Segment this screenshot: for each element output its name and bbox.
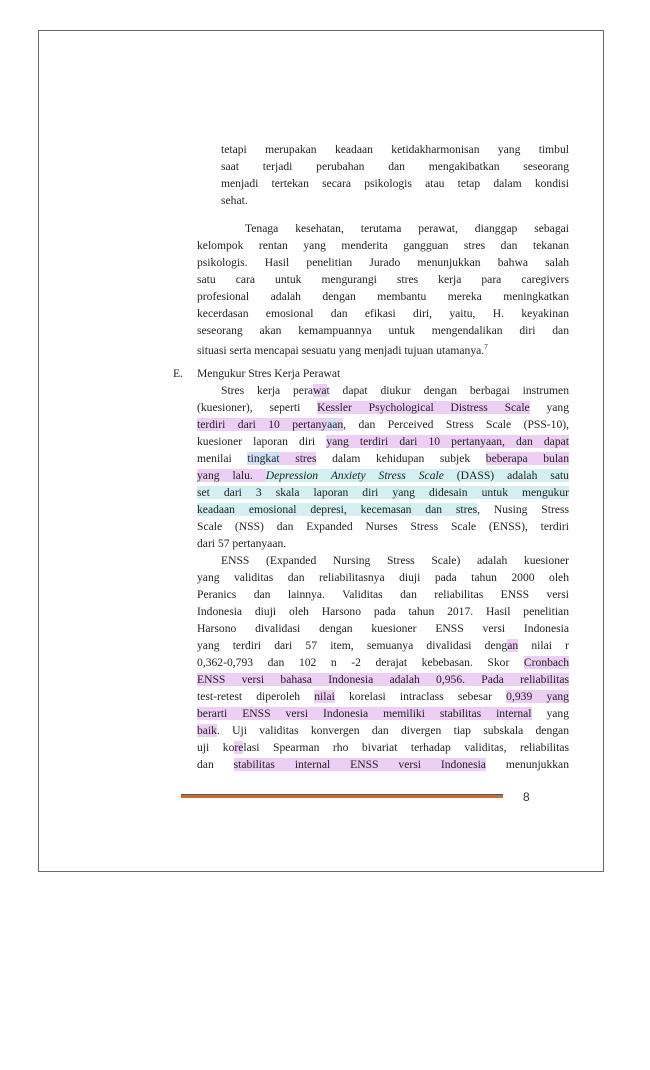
s1-line-4 [197, 433, 569, 450]
s2-l9c: korelasi intraclass sebesar [334, 690, 507, 703]
s2-l7b: Cronbach [523, 656, 569, 669]
s2-l8: ENSS versi bahasa Indonesia adalah 0,956. Pada reliabilitas [197, 673, 569, 686]
s1-line-9: Scale (NSS) dan Expanded Nurses Stress Scale (ENSS), terdiri [197, 520, 569, 533]
s2-l9a: test-retest diperoleh [197, 690, 315, 703]
s2-l13c: menunjukkan [485, 758, 570, 771]
s1-l6b: Depression Anxiety Stress Scale [265, 469, 444, 482]
s2-l13a: dan [197, 758, 234, 771]
s2-line-2: yang validitas dan reliabilitasnya diuji pada tahun 2000 oleh [197, 571, 569, 584]
s2-line-12 [197, 739, 569, 756]
block1-line-2: saat terjadi perubahan dan mengakibatkan seseorang [221, 160, 569, 173]
s1-l8a: keadaan emosional depresi, kecemasan dan stres [197, 503, 478, 516]
s1-l4a: kuesioner laporan diri [197, 435, 327, 448]
s1-l5e: beberapa bulan [485, 452, 569, 465]
footnote-ref: 7 [484, 343, 488, 351]
s2-line-1: ENSS (Expanded Nursing Stress Scale) adalah kuesioner [221, 554, 569, 567]
s1-line-10: dari 57 pertanyaan. [197, 537, 287, 550]
block2-line-6: kecerdasan emosional dan efikasi diri, yaitu, H. keyakinan [197, 307, 569, 320]
s2-l7a: 0,362-0,793 dan 102 n -2 derajat kebebasan. Skor [197, 656, 524, 669]
s2-line-9 [197, 688, 569, 705]
s1-l1c: t dapat diukur dengan berbagai instrumen [326, 384, 569, 397]
s2-line-13 [197, 756, 569, 773]
s1-l4b: yang terdiri dari 10 pertanyaan, dan dapat [326, 435, 569, 448]
s1-l6a: yang lalu. [197, 469, 266, 482]
s1-l1b: wa [312, 384, 327, 397]
block2-line-8-text: situasi serta mencapai sesuatu yang menjadi tujuan utamanya. [197, 343, 485, 357]
s1-l2c: yang [529, 401, 569, 414]
s2-l12c: lasi Spearman rho bivariat terhadap validitas, reliabilitas [243, 741, 569, 754]
s2-line-7 [197, 654, 569, 671]
s1-l3d: , dan Perceived Stress Scale (PSS-10), [343, 418, 570, 431]
block1-line-3: menjadi tertekan secara psikologis atau tetap dalam kondisi [221, 177, 569, 190]
block2-line-7: seseorang akan kemampuannya untuk mengendalikan diri dan [197, 324, 569, 337]
block2-line-4: satu cara untuk mengurangi stres kerja para caregivers [197, 273, 569, 286]
s2-l10a: berarti ENSS versi Indonesia memiliki stabilitas internal [197, 707, 532, 720]
s1-line-8 [197, 501, 569, 518]
s1-line-2 [197, 399, 569, 416]
s2-line-11 [197, 722, 569, 739]
s2-l9b: nilai [314, 690, 335, 703]
s2-line-8 [197, 671, 569, 688]
s2-line-10 [197, 705, 569, 722]
s2-line-4: Indonesia diuji oleh Harsono pada tahun 2017. Hasil penelitian [197, 605, 569, 618]
s2-l12a: uji ko [197, 741, 235, 754]
s2-l10b: yang [531, 707, 570, 720]
s1-l3c: n [337, 418, 344, 431]
s1-l7: set dari 3 skala laporan diri yang didesain untuk mengukur [197, 486, 569, 499]
page-number: 8 [523, 790, 530, 804]
block1-line-1: tetapi merupakan keadaan ketidakharmonisan yang timbul [221, 143, 569, 156]
block2-line-1: Tenaga kesehatan, terutama perawat, dianggap sebagai [245, 222, 569, 235]
block2-line-8 [197, 339, 488, 359]
s2-l6b: an [507, 639, 519, 652]
s1-l5a: menilai [197, 452, 248, 465]
s1-line-7 [197, 484, 569, 501]
s1-l1a: Stres kerja pera [221, 384, 313, 397]
s2-l13b: stabilitas internal ENSS versi Indonesia [233, 758, 486, 771]
footer-rule [181, 794, 503, 798]
s2-l6c: nilai r [518, 639, 569, 652]
s2-l9d: 0,939 yang [506, 690, 569, 703]
s2-l12b: re [234, 741, 244, 754]
s1-line-6 [197, 467, 569, 484]
s2-l6a: yang terdiri dari 57 item, semuanya divalidasi deng [197, 639, 508, 652]
s1-line-1 [221, 382, 569, 399]
s2-line-5: Harsono divalidasi dengan kuesioner ENSS versi Indonesia [197, 622, 569, 635]
s1-l5d: dalam kehidupan subjek [316, 452, 486, 465]
block1-line-4: sehat. [221, 194, 248, 207]
s1-line-3 [197, 416, 569, 433]
s2-line-3: Peranics dan lainnya. Validitas dan reliabilitas ENSS versi [197, 588, 569, 601]
block2-line-2: kelompok rentan yang menderita gangguan stres dan tekanan [197, 239, 569, 252]
section-letter: E. [173, 367, 183, 380]
s1-line-5 [197, 450, 569, 467]
s2-line-6 [197, 637, 569, 654]
s2-l11b: . Uji validitas konvergen dan divergen tiap subskala dengan [216, 724, 569, 737]
s1-l5b: tingkat [247, 452, 280, 465]
block2-line-5: profesional adalah dengan membantu mereka meningkatkan [197, 290, 569, 303]
s2-l11a: baik [197, 724, 217, 737]
document-page [38, 30, 604, 872]
s1-l5c: stres [279, 452, 317, 465]
s1-l8b: , Nusing Stress [477, 503, 569, 516]
s1-l3b: aa [327, 418, 338, 431]
s1-l3a: terdiri dari 10 pertany [197, 418, 328, 431]
block2-line-3: psikologis. Hasil penelitian Jurado menunjukkan bahwa salah [197, 256, 569, 269]
section-title: Mengukur Stres Kerja Perawat [197, 367, 341, 380]
s1-l2b: Kessler Psychological Distress Scale [317, 401, 530, 414]
s1-l6c: (DASS) adalah satu [443, 469, 569, 482]
s1-l2a: (kuesioner), seperti [197, 401, 318, 414]
